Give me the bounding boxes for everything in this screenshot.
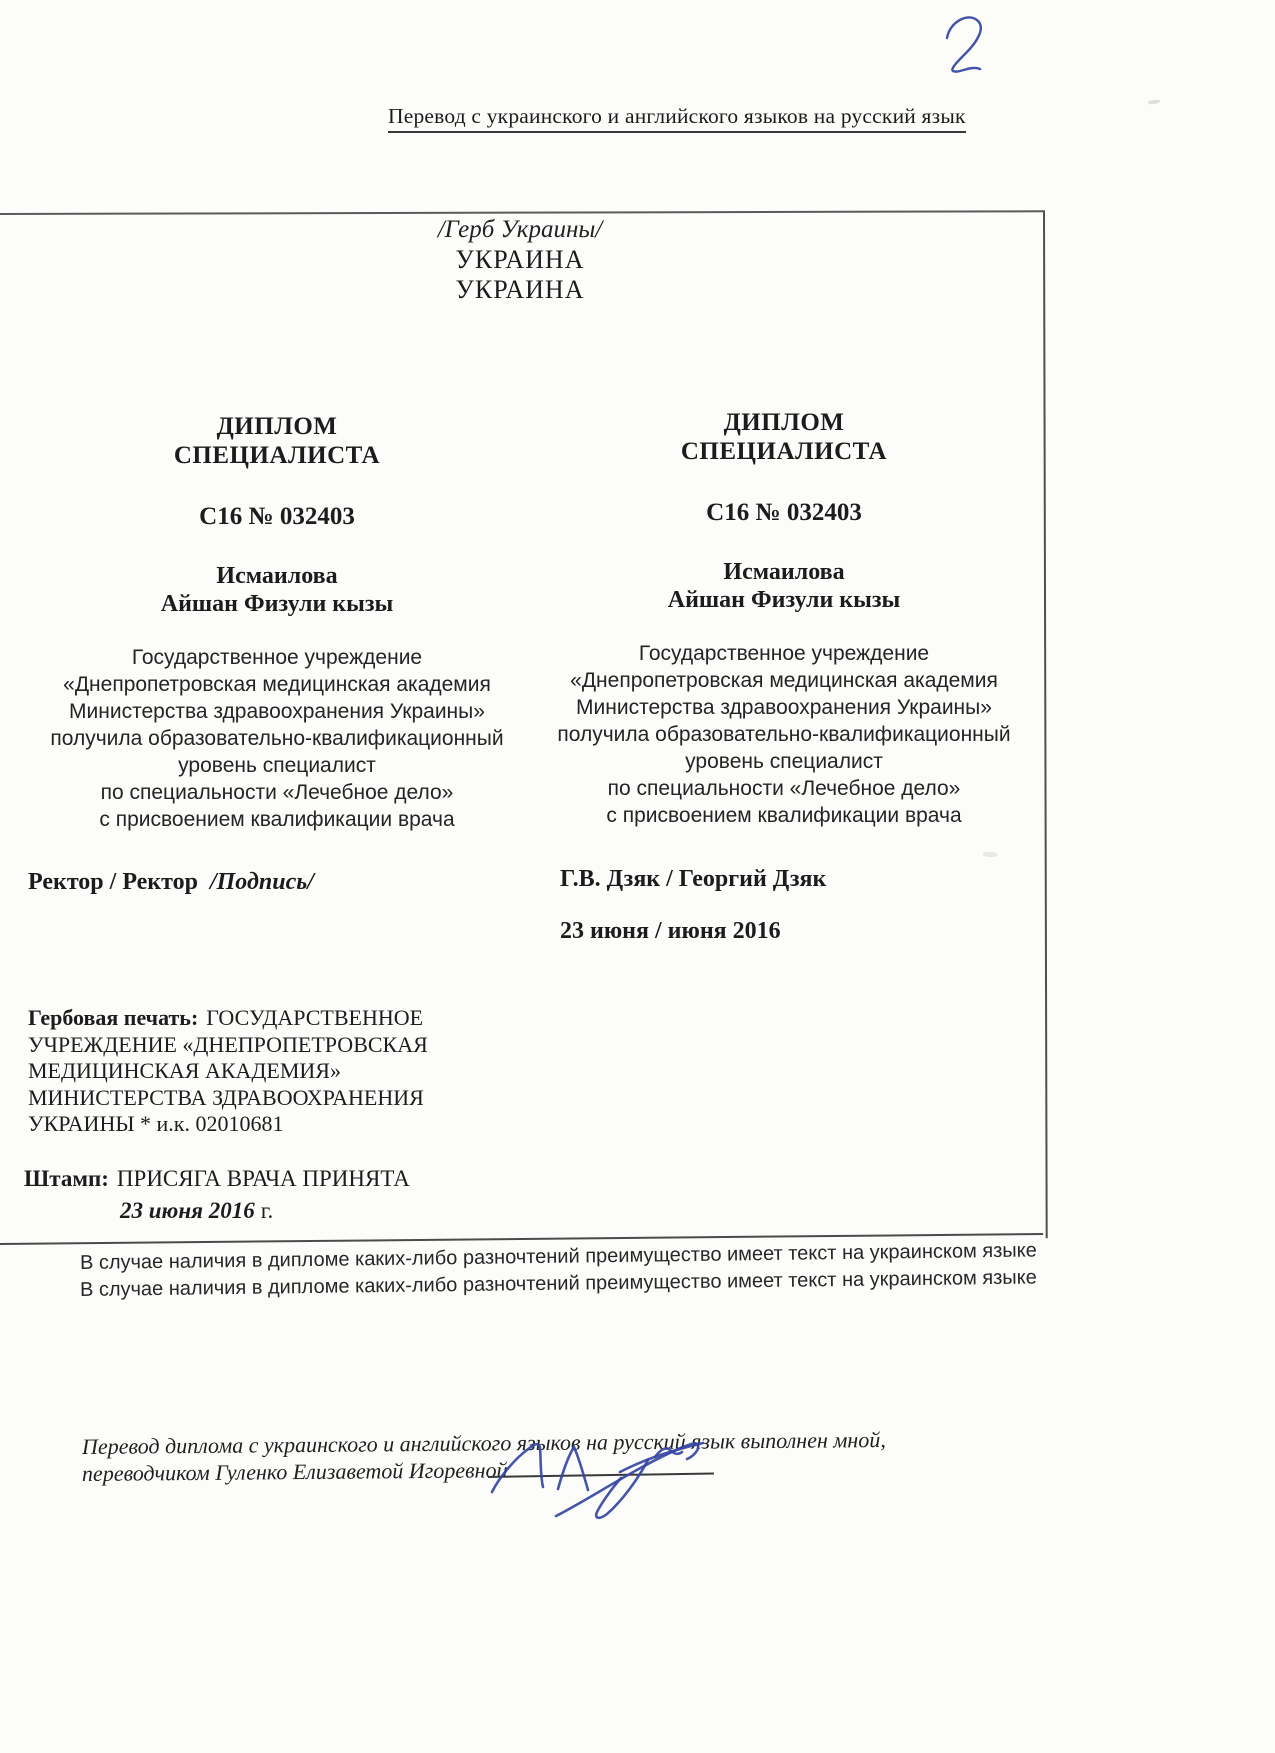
body-line: получила образовательно-квалификационный: [50, 727, 504, 750]
graduate-surname: Исмаилова: [723, 559, 845, 585]
body-line: Министерства здравоохранения Украины»: [576, 696, 992, 719]
signature-stroke: [558, 1447, 588, 1490]
emblem-block: [220, 215, 820, 305]
scan-artifact: [1148, 99, 1160, 105]
graduate-surname: Исмаилова: [216, 563, 338, 589]
translator-signature: [470, 1426, 750, 1536]
body-line: с присвоением квалификации врача: [99, 808, 455, 831]
stamp-date: 23 июня 2016: [120, 1198, 255, 1223]
seal-line: УКРАИНЫ * и.к. 02010681: [28, 1111, 284, 1136]
seal-line: УЧРЕЖДЕНИЕ «ДНЕПРОПЕТРОВСКАЯ: [28, 1031, 428, 1057]
body-line: Министерства здравоохранения Украины»: [69, 700, 485, 723]
diploma-serial: С16 № 032403: [706, 499, 862, 526]
body-line: Государственное учреждение: [638, 642, 930, 665]
diploma-title: [538, 408, 1030, 466]
disclaimer-line-1: В случае наличия в дипломе каких-либо разночтений преимущество имеет текст на украинском языке: [79, 1239, 1037, 1274]
country-line-2: УКРАИНА: [455, 275, 585, 304]
stamp-block: [24, 1166, 410, 1224]
graduate-name: [538, 558, 1030, 614]
stamp-date-suffix: г.: [260, 1198, 274, 1223]
body-line: уровень специалист: [178, 754, 376, 777]
graduate-given-name: Айшан Физули кызы: [160, 591, 394, 617]
diploma-title-line-2: СПЕЦИАЛИСТА: [173, 442, 381, 469]
stamp-text: ПРИСЯГА ВРАЧА ПРИНЯТА: [116, 1166, 410, 1191]
signatory-name: Г.В. Дзяк / Георгий Дзяк: [560, 866, 827, 892]
graduate-given-name: Айшан Физули кызы: [667, 587, 901, 613]
stamp-date-line: [120, 1198, 410, 1224]
diploma-column-left: [28, 412, 526, 833]
page-number-ink-stroke: [947, 17, 981, 71]
rector-label: Ректор / Ректор: [28, 869, 198, 895]
handwritten-page-number: [932, 8, 996, 80]
seal-text: ГОСУДАРСТВЕННОЕ: [206, 1005, 424, 1030]
rector-line: [28, 869, 314, 896]
translator-note-line-1: Перевод диплома с украинского и английского языков на русский язык выполнен мной,: [81, 1426, 886, 1459]
stamp-line: [24, 1166, 410, 1192]
signature-stroke: [492, 1444, 543, 1492]
body-line: получила образовательно-квалификационный: [557, 723, 1011, 746]
graduate-name: [28, 562, 526, 618]
diploma-title-line-1: ДИПЛОМ: [216, 413, 338, 440]
seal-line: МЕДИЦИНСКАЯ АКАДЕМИЯ»: [28, 1058, 341, 1083]
body-line: «Днепропетровская медицинская академия: [63, 673, 491, 696]
body-line: «Днепропетровская медицинская академия: [570, 669, 998, 692]
seal-line: МИНИСТЕРСТВА ЗДРАВООХРАНЕНИЯ: [28, 1084, 424, 1110]
coat-of-arms-note: /Герб Украины/: [437, 216, 603, 243]
diploma-title: [28, 412, 526, 470]
body-line: по специальности «Лечебное дело»: [100, 781, 454, 804]
body-line: по специальности «Лечебное дело»: [607, 777, 961, 800]
seal-line: [28, 1005, 508, 1032]
disclaimer-line-2: В случае наличия в дипломе каких-либо разночтений преимущество имеет текст на украинском языке: [79, 1266, 1037, 1301]
diploma-title-line-2: СПЕЦИАЛИСТА: [680, 438, 888, 465]
body-line: с присвоением квалификации врача: [606, 804, 962, 827]
seal-block: [28, 1005, 508, 1138]
diploma-serial: С16 № 032403: [199, 503, 355, 530]
signature-placeholder-note: /Подпись/: [209, 869, 314, 895]
body-line: Государственное учреждение: [131, 646, 423, 669]
diploma-body: [538, 640, 1030, 829]
seal-label: Гербовая печать:: [28, 1005, 199, 1030]
translator-note-line-2: переводчиком Гуленко Елизаветой Игоревной: [81, 1457, 508, 1486]
country-line-1: УКРАИНА: [455, 245, 585, 274]
diploma-column-right: [538, 408, 1030, 829]
diploma-title-line-1: ДИПЛОМ: [723, 409, 845, 436]
translation-header: Перевод с украинского и английского языков на русский язык: [388, 104, 966, 133]
body-line: уровень специалист: [685, 750, 883, 773]
signatory-date: 23 июня / июня 2016: [560, 918, 781, 944]
diploma-body: [28, 644, 526, 833]
stamp-label: Штамп:: [24, 1166, 109, 1191]
